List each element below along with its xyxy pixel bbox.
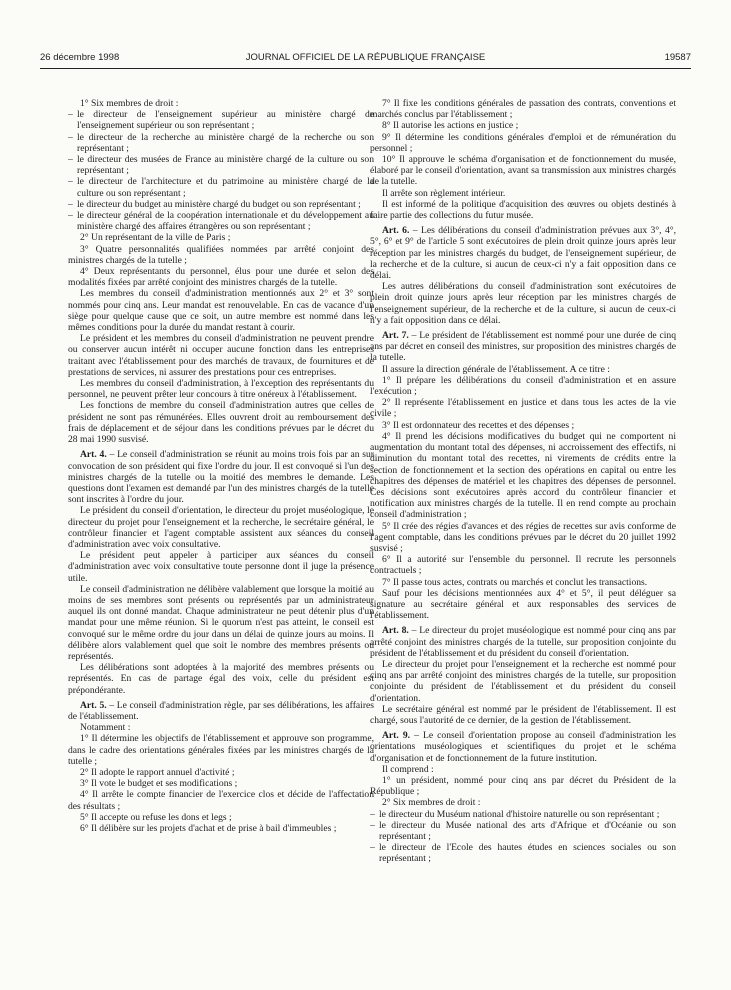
article-number: Art. 6. bbox=[382, 225, 410, 237]
paragraph: Le secrétaire général est nommé par le président de l'établissement. Il est chargé, sous l'autorité de ce dernier, de la gestion de l'établissement. bbox=[370, 703, 676, 726]
paragraph: 8° Il autorise les actions en justice ; bbox=[382, 120, 519, 132]
paragraph: Il est informé de la politique d'acquisition des œuvres ou objets destinés à faire partie des collections du futur musée. bbox=[370, 198, 676, 222]
left-column bbox=[68, 98, 374, 978]
article-paragraph: Art. 4. – Le conseil d'administration se réunit au moins trois fois par an sur convocation de son président qui fixe l'ordre du jour. Il est convoqué si l'un des ministres chargés de la tutelle ou la moitié des membres le demande. Les questions dont l'examen est demandé par l'un des ministres chargés de la tutelle sont inscrites à l'ordre du jour. bbox=[68, 449, 374, 506]
list-item: – le directeur de l'architecture et du patrimoine au ministère chargé de la culture ou son représentant ; bbox=[68, 176, 374, 198]
article-number: Art. 9. bbox=[382, 730, 411, 742]
header-journal-title: JOURNAL OFFICIEL DE LA RÉPUBLIQUE FRANÇAISE bbox=[245, 52, 486, 63]
article-text: Le directeur du projet muséologique est nommé pour cinq ans par arrêté conjoint des ministres chargés de la tutelle, sur proposition conjointe du président de l'établissement et du président du conseil d'orientation. bbox=[370, 625, 676, 659]
article-paragraph: Art. 5. – Le conseil d'administration règle, par ses délibérations, les affaires de l'établissement. bbox=[68, 699, 374, 722]
paragraph: 5° Il crée des régies d'avances et des régies de recettes sur avis conforme de l'agent comptable, dans les conditions prévues par le décret du 20 juillet 1992 susvisé ; bbox=[370, 520, 676, 554]
list-item: – le directeur des musées de France au ministère chargé de la culture ou son représentant ; bbox=[68, 154, 374, 176]
paragraph: 3° Quatre personnalités qualifiées nommées par arrêté conjoint des ministres chargés de la tutelle ; bbox=[68, 243, 374, 266]
paragraph: Les fonctions de membre du conseil d'administration autres que celles de président ne sont pas rémunérées. Elles ouvrent droit au remboursement des frais de déplacement et de séjour dans les conditions prévues par le décret du 28 mai 1990 susvisé. bbox=[68, 400, 374, 446]
paragraph: Le directeur du projet pour l'enseignement et la recherche est nommé pour cinq ans par arrêté conjoint des ministres chargés de la tutelle, sur proposition conjointe du président de l'établissement et du président du conseil d'orientation. bbox=[370, 658, 676, 704]
article-paragraph: Art. 8. – Le directeur du projet muséologique est nommé pour cinq ans par arrêté conjoint des ministres chargés de la tutelle, sur proposition conjointe du président de l'établissement et du président du conseil d'orientation. bbox=[370, 625, 676, 659]
paragraph: Le président et les membres du conseil d'administration ne peuvent prendre ou conserver aucun intérêt ni occuper aucune fonction dans les entreprises traitant avec l'établissement pour des marchés de travaux, de fournitures et de prestations de services, ni assurer des prestations pour ces entreprises. bbox=[68, 333, 374, 378]
paragraph: 4° Deux représentants du personnel, élus pour une durée et selon des modalités fixées par arrêté conjoint des ministres chargés de la tutelle. bbox=[68, 266, 374, 289]
paragraph: 1° Six membres de droit : bbox=[80, 98, 179, 109]
paragraph: 1° un président, nommé pour cinq ans par décret du Président de la République ; bbox=[370, 774, 676, 798]
header-date: 26 décembre 1998 bbox=[40, 52, 120, 63]
paragraph: 2° Il représente l'établissement en justice et dans tous les actes de la vie civile ; bbox=[370, 397, 676, 420]
paragraph: 6° Il a autorité sur l'ensemble du personnel. Il recrute les personnels contractuels ; bbox=[370, 554, 676, 577]
paragraph: 2° Il adopte le rapport annuel d'activité ; bbox=[80, 766, 235, 778]
paragraph: 1° Il détermine les objectifs de l'établissement et approuve son programme, dans le cadre des orientations générales fixées par les ministres chargés de la tutelle ; bbox=[68, 733, 374, 767]
article-text: Le conseil d'orientation propose au conseil d'administration les orientations muséologiques et scientifiques du projet et le schéma d'organisation et de fonctionnement de la future institution. bbox=[370, 730, 676, 764]
page-header bbox=[40, 52, 691, 68]
paragraph: 4° Il arrête le compte financier de l'exercice clos et décide de l'affectation des résultats ; bbox=[68, 789, 374, 812]
article-number: Art. 4. bbox=[80, 449, 107, 461]
paragraph: Les autres délibérations du conseil d'administration sont exécutoires de plein droit quinze jours après leur réception par les ministres chargés de l'enseignement supérieur, de la recherche et de la culture, si aucun de ceux-ci n'y a fait opposition dans ce délai. bbox=[370, 281, 676, 326]
paragraph: Les délibérations sont adoptées à la majorité des membres présents ou représentés. En cas de partage égal des voix, celle du président est prépondérante. bbox=[68, 662, 374, 696]
right-column bbox=[370, 98, 676, 978]
paragraph: Le président peut appeler à participer aux séances du conseil d'administration avec voix consultative toute personne dont il juge la présence utile. bbox=[68, 550, 374, 584]
paragraph: 7° Il fixe les conditions générales de passation des contrats, conventions et marchés conclus par l'établissement ; bbox=[370, 98, 676, 121]
paragraph: 3° Il vote le budget et ses modifications ; bbox=[80, 778, 238, 790]
list-item: – le directeur général de la coopération internationale et du développement au ministère chargé des affaires étrangères ou son représentant ; bbox=[68, 210, 374, 232]
paragraph: 9° Il détermine les conditions générales d'emploi et de rémunération du personnel ; bbox=[370, 131, 676, 154]
paragraph: Il assure la direction générale de l'établissement. A ce titre : bbox=[382, 363, 610, 375]
paragraph: 4° Il prend les décisions modificatives du budget qui ne comportent ni augmentation du montant total des dépenses, ni accroissement des effectifs, ni diminution du montant total des recettes, ni virements de crédits entre la section de fonctionnement et la section des opérations en capital ou entre les chapitres des dépenses de matériel et les chapitres des dépenses de personnel. Ces décisions sont exécutoires après accord du contrôleur financier et notification aux ministres chargés de la tutelle. Il en rend compte au prochain conseil d'administration ; bbox=[370, 430, 676, 521]
paragraph: 5° Il accepte ou refuse les dons et legs ; bbox=[80, 811, 232, 823]
article-paragraph: Art. 6. – Les délibérations du conseil d'administration prévues aux 3°, 4°, 5°, 6° et 9° de l'article 5 sont exécutoires de plein droit quinze jours après leur réception par les ministres chargés du budget, de l'enseignement supérieur, de la recherche et de la culture, si aucun de ceux-ci n'y a fait opposition dans ce délai. bbox=[370, 225, 676, 282]
article-number: Art. 5. bbox=[80, 699, 107, 711]
paragraph: 6° Il délibère sur les projets d'achat et de prise à bail d'immeubles ; bbox=[80, 823, 337, 834]
article-number: Art. 7. bbox=[382, 330, 409, 342]
paragraph: Les membres du conseil d'administration mentionnés aux 2° et 3° sont nommés pour cinq ans. Leur mandat est renouvelable. En cas de vacance d'un siège pour quelque cause que ce soit, un autre membre est nommé dans les mêmes conditions pour la durée du mandat restant à courir. bbox=[68, 288, 374, 334]
paragraph: 1° Il prépare les délibérations du conseil d'administration et en assure l'exécution ; bbox=[370, 374, 676, 398]
header-rule bbox=[40, 68, 691, 69]
header-page-number: 19587 bbox=[664, 52, 691, 63]
article-text: Le conseil d'administration règle, par ses délibérations, les affaires de l'établissement. bbox=[68, 699, 374, 722]
list-item: – le directeur du budget au ministère chargé du budget ou son représentant ; bbox=[68, 199, 374, 210]
paragraph: Il comprend : bbox=[382, 763, 434, 775]
paragraph: 7° Il passe tous actes, contrats ou marchés et conclut les transactions. bbox=[382, 576, 648, 588]
paragraph: Il arrête son règlement intérieur. bbox=[382, 187, 506, 199]
article-text: Le conseil d'administration se réunit au moins trois fois par an sur convocation de son président qui fixe l'ordre du jour. Il est convoqué si l'un des ministres chargés de la tutelle ou la moitié des membres le demande. Les questions dont l'examen est demandé par l'un des ministres chargés de la tutelle sont inscrites à l'ordre du jour. bbox=[68, 449, 374, 506]
article-paragraph: Art. 9. – Le conseil d'orientation propose au conseil d'administration les orientations muséologiques et scientifiques du projet et le schéma d'organisation et de fonctionnement de la future institution. bbox=[370, 730, 676, 764]
paragraph: 2° Un représentant de la ville de Paris ; bbox=[80, 232, 231, 244]
list-item: – le directeur de la recherche au ministère chargé de la recherche ou son représentant ; bbox=[68, 132, 374, 154]
paragraph: Le conseil d'administration ne délibère valablement que lorsque la moitié au moins de ses membres sont présents ou représentés par un administrateur auquel ils ont donné mandat. Chaque administrateur ne peut détenir plus d'un mandat pour une même réunion. Si le quorum n'est pas atteint, le conseil est convoqué sur le même ordre du jour dans un délai de quinze jours au moins. Il délibère alors valablement quel que soit le nombre des membres présents ou représentés. bbox=[68, 583, 374, 662]
paragraph: Le président du conseil d'orientation, le directeur du projet muséologique, le directeur du projet pour l'enseignement et la recherche, le secrétaire général, le contrôleur financier et l'agent comptable assistent aux séances du conseil d'administration avec voix consultative. bbox=[68, 505, 374, 550]
article-paragraph: Art. 7. – Le président de l'établissement est nommé pour une durée de cinq ans par décret en conseil des ministres, sur proposition des ministres chargés de la tutelle. bbox=[370, 330, 676, 364]
paragraph: Les membres du conseil d'administration, à l'exception des représentants du personnel, ne peuvent prêter leur concours à titre onéreux à l'établissement. bbox=[68, 378, 374, 401]
article-text: Le président de l'établissement est nommé pour une durée de cinq ans par décret en conseil des ministres, sur proposition des ministres chargés de la tutelle. bbox=[370, 330, 676, 364]
article-text: Les délibérations du conseil d'administration prévues aux 3°, 4°, 5°, 6° et 9° de l'article 5 sont exécutoires de plein droit quinze jours après leur réception par les ministres chargés du budget, de l'enseignement supérieur, de la recherche et de la culture, si aucun de ceux-ci n'y a fait opposition dans ce délai. bbox=[370, 225, 676, 282]
list-item: – le directeur du Muséum national d'histoire naturelle ou son représentant ; bbox=[370, 809, 676, 820]
list-item: – le directeur du Musée national des arts d'Afrique et d'Océanie ou son représentant ; bbox=[370, 820, 676, 842]
article-number: Art. 8. bbox=[382, 625, 409, 637]
paragraph: 3° Il est ordonnateur des recettes et des dépenses ; bbox=[382, 419, 575, 431]
paragraph: 10° Il approuve le schéma d'organisation et de fonctionnement du musée, élaboré par le conseil d'orientation, avant sa transmission aux ministres chargés de la tutelle. bbox=[370, 154, 676, 188]
paragraph: Notamment : bbox=[80, 722, 131, 734]
paragraph: 2° Six membres de droit : bbox=[382, 797, 481, 809]
list-item: – le directeur de l'enseignement supérieur au ministère chargé de l'enseignement supérieur ou son représentant ; bbox=[68, 109, 374, 131]
list-item: – le directeur de l'Ecole des hautes études en sciences sociales ou son représentant ; bbox=[370, 842, 676, 864]
paragraph: Sauf pour les décisions mentionnées aux 4° et 5°, il peut déléguer sa signature au secrétaire général et aux responsables des services de l'établissement. bbox=[370, 587, 676, 622]
